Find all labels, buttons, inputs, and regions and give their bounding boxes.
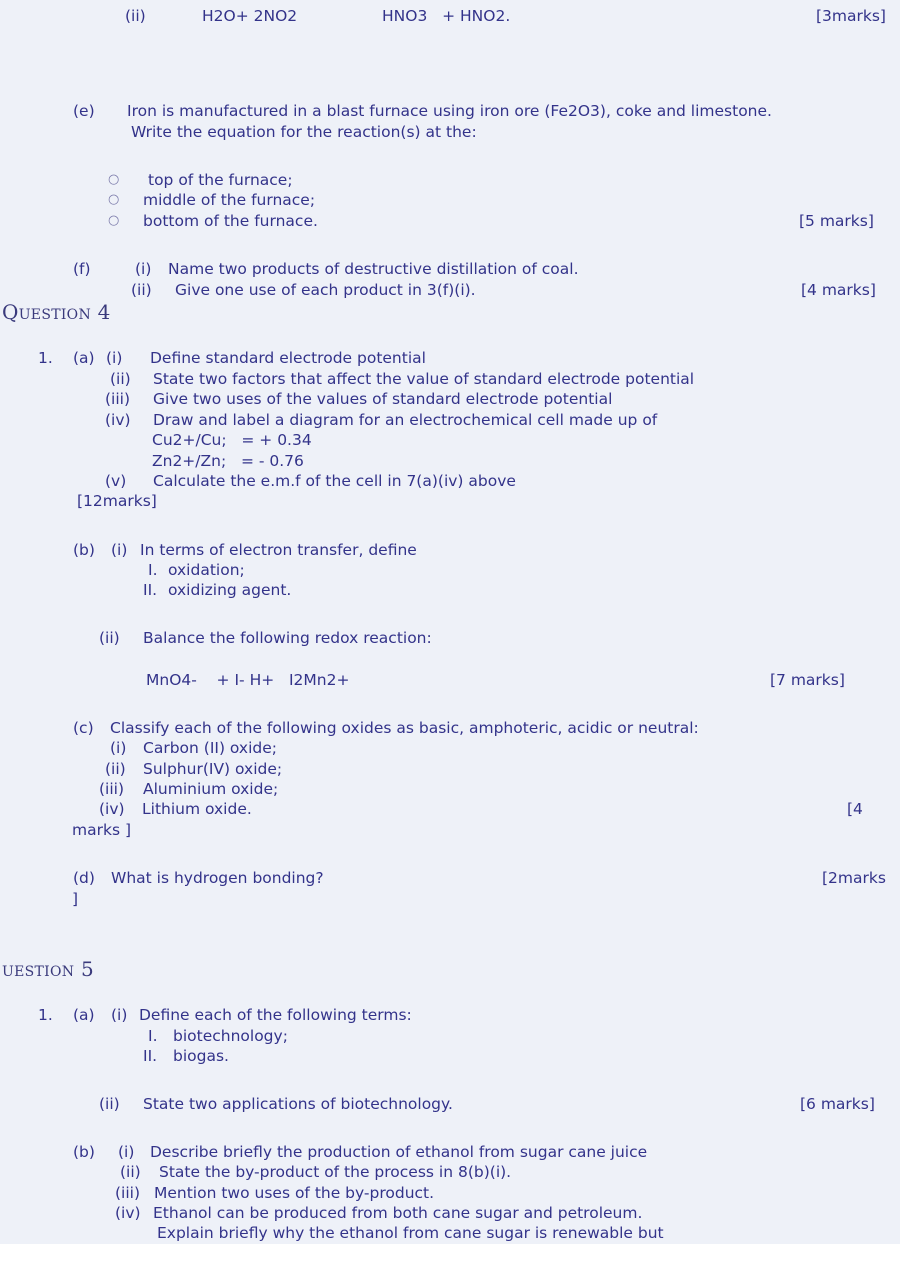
q5-b-iv-text: Ethanol can be produced from both cane sugar and petroleum. [153,1204,643,1222]
q5-a-ii-number: (ii) [99,1095,120,1113]
q4-a-v-number: (v) [105,472,127,490]
q4-a-iii-text: Give two uses of the values of standard electrode potential [153,390,613,408]
q4-a-i-text: Define standard electrode potential [150,349,426,367]
q5-a-label: (a) [73,1006,95,1024]
q5-b-i-text: Describe briefly the production of ethanol from sugar cane juice [150,1143,648,1161]
q5-a-I-number: I. [148,1027,158,1045]
q4-b-redox-equation: MnO4- + I- H+ I2Mn2+ [146,671,350,689]
bullet-circle-icon: ○ [108,213,120,228]
q4-c-marks: [4 [847,800,863,818]
q4-a-label: (a) [73,349,95,367]
q4-b-marks: [7 marks] [770,671,845,689]
q4-a-iv-text: Draw and label a diagram for an electrochemical cell made up of [153,411,658,429]
q3-e-item-bottom: bottom of the furnace. [143,212,318,230]
q3-e-item-top: top of the furnace; [148,171,293,189]
q3-f-ii-text: Give one use of each product in 3(f)(i). [175,281,476,299]
q4-a-cu-half-cell: Cu2+/Cu; = + 0.34 [152,431,312,449]
q5-heading: uestion 5 [2,957,94,981]
q4-d-marks: [2marks [822,869,886,887]
q3-d-ii-reactants: H2O+ 2NO2 [202,7,298,25]
q3-e-label: (e) [73,102,95,120]
q4-a-zn-half-cell: Zn2+/Zn; = - 0.76 [152,452,304,470]
q4-d-text: What is hydrogen bonding? [111,869,324,887]
q4-b-ii-number: (ii) [99,629,120,647]
q4-d-label: (d) [73,869,95,887]
bullet-circle-icon: ○ [108,172,120,187]
q3-d-ii-products: HNO3 + HNO2. [382,7,511,25]
q3-f-i-text: Name two products of destructive distillation of coal. [168,260,579,278]
q5-a-i-text: Define each of the following terms: [139,1006,412,1024]
q4-b-I-text: oxidation; [168,561,245,579]
q3-f-i-number: (i) [135,260,152,278]
q4-c-iv-number: (iv) [99,800,125,818]
q4-c-iii-number: (iii) [99,780,125,798]
q5-b-label: (b) [73,1143,95,1161]
q5-a-II-number: II. [143,1047,158,1065]
q3-e-item-middle: middle of the furnace; [143,191,316,209]
q3-e-marks: [5 marks] [799,212,874,230]
q4-c-text: Classify each of the following oxides as basic, amphoteric, acidic or neutral: [110,719,699,737]
q5-b-i-number: (i) [118,1143,135,1161]
q4-heading: Question 4 [2,300,111,324]
q4-a-iv-number: (iv) [105,411,131,429]
q5-a-ii-text: State two applications of biotechnology. [143,1095,453,1113]
q4-c-i-text: Carbon (II) oxide; [143,739,278,757]
q5-b-ii-number: (ii) [120,1163,141,1181]
q3-e-line2: Write the equation for the reaction(s) at the: [131,123,477,141]
q4-c-iii-text: Aluminium oxide; [143,780,279,798]
q4-c-ii-text: Sulphur(IV) oxide; [143,760,283,778]
q4-b-I-number: I. [148,561,158,579]
q4-a-ii-text: State two factors that affect the value of standard electrode potential [153,370,695,388]
q4-c-marks-continued: marks ] [72,821,131,839]
q3-f-label: (f) [73,260,91,278]
q4-c-iv-text: Lithium oxide. [142,800,252,818]
q4-b-i-number: (i) [111,541,128,559]
q5-b-iii-text: Mention two uses of the by-product. [154,1184,435,1202]
q4-a-iii-number: (iii) [105,390,131,408]
q5-b-iv-text-continued: Explain briefly why the ethanol from cane sugar is renewable but [157,1224,664,1242]
q3-f-ii-number: (ii) [131,281,152,299]
q4-b-II-text: oxidizing agent. [168,581,292,599]
q5-a-II-text: biogas. [173,1047,229,1065]
q4-b-i-text: In terms of electron transfer, define [140,541,417,559]
q4-c-i-number: (i) [110,739,127,757]
q4-b-ii-text: Balance the following redox reaction: [143,629,432,647]
q4-number: 1. [38,349,53,367]
q4-a-v-text: Calculate the e.m.f of the cell in 7(a)(iv) above [153,472,516,490]
q4-b-II-number: II. [143,581,158,599]
bullet-circle-icon: ○ [108,192,120,207]
q4-d-marks-continued: ] [72,890,79,908]
q4-b-label: (b) [73,541,95,559]
q3-e-line1: Iron is manufactured in a blast furnace using iron ore (Fe2O3), coke and limestone. [127,102,772,120]
q3-d-ii-number: (ii) [125,7,146,25]
q3-f-marks: [4 marks] [801,281,876,299]
q5-b-ii-text: State the by-product of the process in 8(b)(i). [159,1163,512,1181]
q5-a-I-text: biotechnology; [173,1027,288,1045]
q4-c-ii-number: (ii) [105,760,126,778]
q5-number: 1. [38,1006,53,1024]
q4-a-marks: [12marks] [77,492,157,510]
q5-b-iv-number: (iv) [115,1204,141,1222]
q5-b-iii-number: (iii) [115,1184,141,1202]
q4-a-i-number: (i) [106,349,123,367]
q5-a-marks: [6 marks] [800,1095,875,1113]
q4-a-ii-number: (ii) [110,370,131,388]
q4-c-label: (c) [73,719,94,737]
q3-d-ii-marks: [3marks] [816,7,886,25]
q5-a-i-number: (i) [111,1006,128,1024]
